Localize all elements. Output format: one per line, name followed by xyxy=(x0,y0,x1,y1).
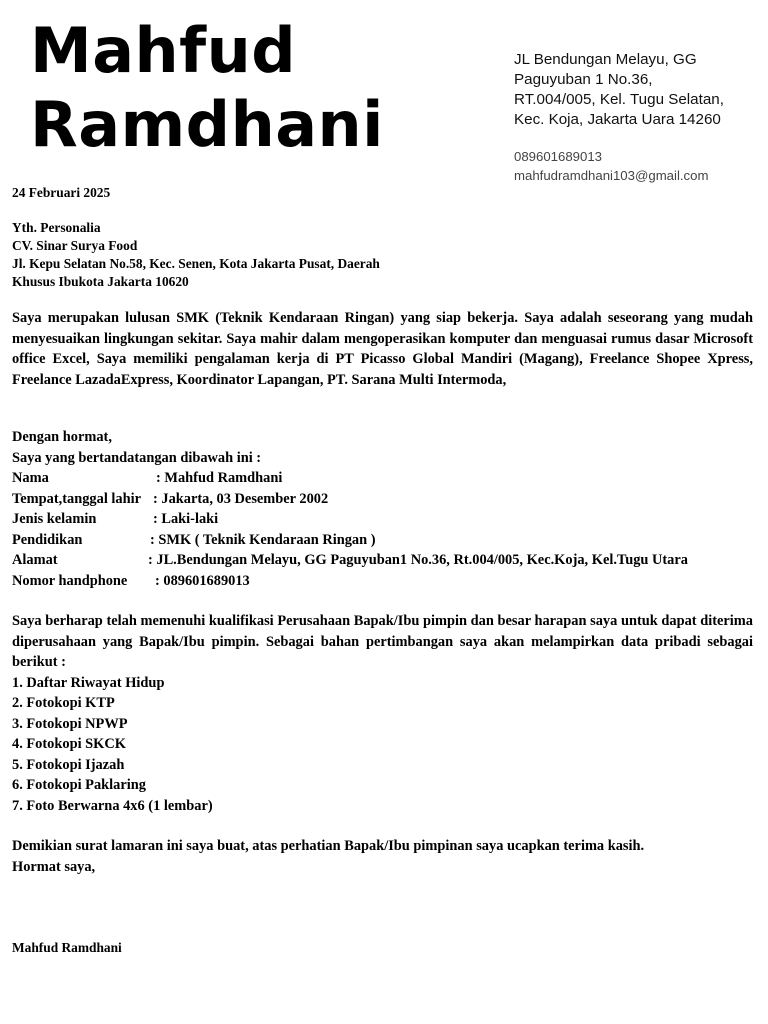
identity-label: Pendidikan xyxy=(12,531,83,548)
hope-paragraph: Saya berharap telah memenuhi kualifikasi Perusahaan Bapak/Ibu pimpin dan besar harapan saya untuk dapat diterima diperusahaan yang Bapak/Ibu pimpin. Sebagai bahan pertimbangan saya akan melampirkan data pribadi sebagai berikut : xyxy=(12,613,753,670)
greeting-block xyxy=(12,427,753,468)
address-line: Paguyuban 1 No.36, xyxy=(514,71,653,88)
letter-date: 24 Februari 2025 xyxy=(12,185,111,200)
identity-row xyxy=(12,550,753,571)
sender-phone: 089601689013 xyxy=(514,149,603,164)
identity-row xyxy=(12,468,753,489)
identity-label: Nomor handphone xyxy=(12,572,128,589)
identity-value: : Jakarta, 03 Desember 2002 xyxy=(153,490,329,507)
recipient-block xyxy=(12,219,753,291)
recipient-line: Khusus Ibukota Jakarta 10620 xyxy=(12,274,189,289)
identity-label: Tempat,tanggal lahir xyxy=(12,490,141,507)
identity-table xyxy=(12,468,753,591)
sender-email: mahfudramdhani103@gmail.com xyxy=(514,168,709,183)
attachment-item: 1. Daftar Riwayat Hidup xyxy=(12,674,165,691)
identity-row xyxy=(12,509,753,530)
identity-label: Nama xyxy=(12,470,49,486)
attachment-item: 3. Fotokopi NPWP xyxy=(12,715,128,732)
undersigned-line: Saya yang bertandatangan dibawah ini : xyxy=(12,449,262,466)
name-first-line: Mahfud xyxy=(30,14,297,87)
contact-block xyxy=(514,50,754,185)
identity-row xyxy=(12,489,753,510)
sender-address xyxy=(514,50,754,130)
identity-value: : Laki-laki xyxy=(153,511,219,527)
applicant-name-heading xyxy=(30,14,500,162)
identity-value: : JL.Bendungan Melayu, GG Paguyuban1 No.36, Rt.004/005, Kec.Koja, Kel.Tugu Utara xyxy=(148,552,688,568)
identity-value: : 089601689013 xyxy=(155,572,250,589)
identity-row xyxy=(12,571,753,592)
identity-row xyxy=(12,530,753,551)
address-line: RT.004/005, Kel. Tugu Selatan, xyxy=(514,91,724,108)
identity-label: Alamat xyxy=(12,552,58,568)
closing-block xyxy=(12,836,753,877)
salutation: Dengan hormat, xyxy=(12,429,112,445)
attachment-item: 4. Fotokopi SKCK xyxy=(12,736,126,752)
name-second-line: Ramdhani xyxy=(30,88,384,161)
attachment-item: 5. Fotokopi Ijazah xyxy=(12,756,125,773)
identity-label: Jenis kelamin xyxy=(12,511,97,527)
identity-value: : SMK ( Teknik Kendaraan Ringan ) xyxy=(150,531,376,548)
letter-body xyxy=(12,184,753,957)
regards: Hormat saya, xyxy=(12,858,96,875)
closing-sentence: Demikian surat lamaran ini saya buat, atas perhatian Bapak/Ibu pimpinan saya ucapkan terima kasih. xyxy=(12,838,645,854)
recipient-line: Jl. Kepu Selatan No.58, Kec. Senen, Kota Jakarta Pusat, Daerah xyxy=(12,256,380,271)
identity-value: : Mahfud Ramdhani xyxy=(156,470,283,486)
recipient-line: CV. Sinar Surya Food xyxy=(12,238,138,253)
signature-name: Mahfud Ramdhani xyxy=(12,940,122,955)
attachment-item: 7. Foto Berwarna 4x6 (1 lembar) xyxy=(12,797,213,814)
attachment-list xyxy=(12,673,753,817)
address-line: JL Bendungan Melayu, GG xyxy=(514,51,697,68)
attachment-item: 2. Fotokopi KTP xyxy=(12,695,115,711)
recipient-line: Yth. Personalia xyxy=(12,220,101,235)
address-line: Kec. Koja, Jakarta Uara 14260 xyxy=(514,111,721,128)
intro-paragraph: Saya merupakan lulusan SMK (Teknik Kendaraan Ringan) yang siap bekerja. Saya adalah seseorang yang mudah menyesuaikan lingkungan sekitar. Saya mahir dalam mengoperasikan komputer dan menguasai rumus dasar Microsoft office Excel, Saya memiliki pengalaman kerja di PT Picasso Global Mandiri (Magang), Freelance Shopee Xpress, Freelance LazadaExpress, Koordinator Lapangan, PT. Sarana Multi Intermoda, xyxy=(12,310,753,388)
attachment-item: 6. Fotokopi Paklaring xyxy=(12,777,146,793)
